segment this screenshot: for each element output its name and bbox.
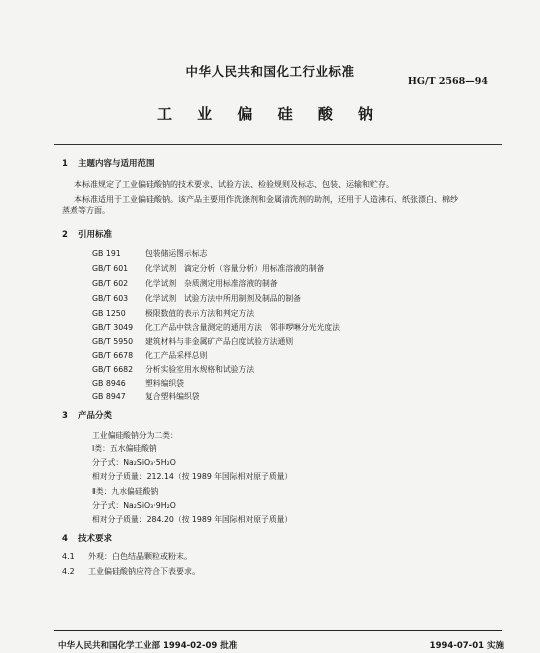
requirement-text: 外观：白色结晶颗粒或粉末。 xyxy=(88,552,192,561)
class-1-molecular-mass: 相对分子质量：212.14（按 1989 年国际相对原子质量） xyxy=(92,472,293,481)
reference-item xyxy=(92,322,340,333)
class-2-molecular-mass: 相对分子质量：284.20（按 1989 年国际相对原子质量） xyxy=(92,515,293,524)
section-title: 产品分类 xyxy=(78,411,113,421)
reference-item xyxy=(92,364,254,375)
class-2-label: Ⅱ类：九水偏硅酸钠 xyxy=(92,487,159,496)
reference-item xyxy=(92,391,200,402)
section-1-heading xyxy=(62,157,155,169)
reference-title: 包装储运图示标志 xyxy=(145,249,208,258)
header-divider xyxy=(54,144,502,145)
formula: Na₂SiO₃·9H₂O xyxy=(123,501,176,510)
reference-item xyxy=(92,293,301,304)
reference-code: GB 8946 xyxy=(92,379,126,388)
formula-prefix: 分子式： xyxy=(92,458,124,467)
requirement-item xyxy=(62,566,200,577)
reference-code: GB/T 603 xyxy=(92,294,129,303)
approval-statement: 中华人民共和国化学工业部 1994-02-09 批准 xyxy=(58,641,238,651)
section-number: 3 xyxy=(62,411,68,421)
section-1-paragraph-1: 本标准规定了工业偏硅酸钠的技术要求、试验方法、检验规则及标志、包装、运输和贮存。 xyxy=(74,180,394,189)
document-title: 工 业 偏 硅 酸 钠 xyxy=(156,105,384,123)
reference-code: GB/T 6682 xyxy=(92,365,134,374)
reference-title: 化工产品采样总则 xyxy=(145,351,208,360)
reference-code: GB/T 6678 xyxy=(92,351,134,360)
reference-code: GB 1250 xyxy=(92,309,126,318)
publisher-heading: 中华人民共和国化工行业标准 xyxy=(185,64,355,79)
section-3-heading xyxy=(62,409,112,421)
reference-title: 化学试剂 杂质测定用标准溶液的制备 xyxy=(145,279,278,288)
reference-item xyxy=(92,350,207,361)
reference-code: GB/T 601 xyxy=(92,264,129,273)
reference-title: 建筑材料与非金属矿产品白度试验方法通则 xyxy=(145,337,294,346)
reference-code: GB/T 5950 xyxy=(92,337,134,346)
reference-item xyxy=(92,378,184,389)
reference-code: GB 8947 xyxy=(92,392,126,401)
section-title: 引用标准 xyxy=(78,230,113,240)
classification-intro: 工业偏硅酸钠分为二类： xyxy=(92,431,178,440)
class-1-label: Ⅰ类：五水偏硅酸钠 xyxy=(92,444,157,453)
formula: Na₂SiO₃·5H₂O xyxy=(123,458,176,467)
reference-title: 极限数值的表示方法和判定方法 xyxy=(145,309,255,318)
footer-divider xyxy=(54,630,502,631)
reference-code: GB 191 xyxy=(92,249,121,258)
formula-prefix: 分子式： xyxy=(92,501,124,510)
reference-title: 分析实验室用水规格和试验方法 xyxy=(145,365,255,374)
class-2-formula xyxy=(92,500,176,511)
reference-item xyxy=(92,336,293,347)
reference-item xyxy=(92,248,207,259)
reference-title: 化学试剂 滴定分析（容量分析）用标准溶液的制备 xyxy=(145,264,325,273)
section-number: 4 xyxy=(62,534,68,544)
requirement-number: 4.2 xyxy=(62,567,75,576)
reference-item xyxy=(92,308,254,319)
reference-title: 化学试剂 试验方法中所用制剂及制品的制备 xyxy=(145,294,301,303)
standard-number: HG/T 2568—94 xyxy=(407,76,488,87)
reference-code: GB/T 602 xyxy=(92,279,129,288)
reference-code: GB/T 3049 xyxy=(92,323,134,332)
section-number: 1 xyxy=(62,159,68,169)
requirement-item xyxy=(62,551,192,562)
section-number: 2 xyxy=(62,230,68,240)
reference-item xyxy=(92,278,278,289)
reference-item xyxy=(92,263,324,274)
class-1-formula xyxy=(92,457,176,468)
requirement-number: 4.1 xyxy=(62,552,75,561)
reference-title: 塑料编织袋 xyxy=(145,379,184,388)
reference-title: 化工产品中铁含量测定的通用方法 邻菲啰啉分光光度法 xyxy=(145,323,340,332)
requirement-text: 工业偏硅酸钠应符合下表要求。 xyxy=(88,567,200,576)
section-title: 技术要求 xyxy=(78,534,113,544)
effective-date: 1994-07-01 实施 xyxy=(429,641,504,651)
section-title: 主题内容与适用范围 xyxy=(78,159,155,169)
section-2-heading xyxy=(62,228,112,240)
section-1-paragraph-2: 本标准适用于工业偏硅酸钠。该产品主要用作洗涤剂和金属清洗剂的助剂，还用于人造沸石、纸张漂白、棉纱蒸煮等方面。 xyxy=(62,195,458,215)
reference-title: 复合塑料编织袋 xyxy=(145,392,200,401)
section-4-heading xyxy=(62,532,112,544)
